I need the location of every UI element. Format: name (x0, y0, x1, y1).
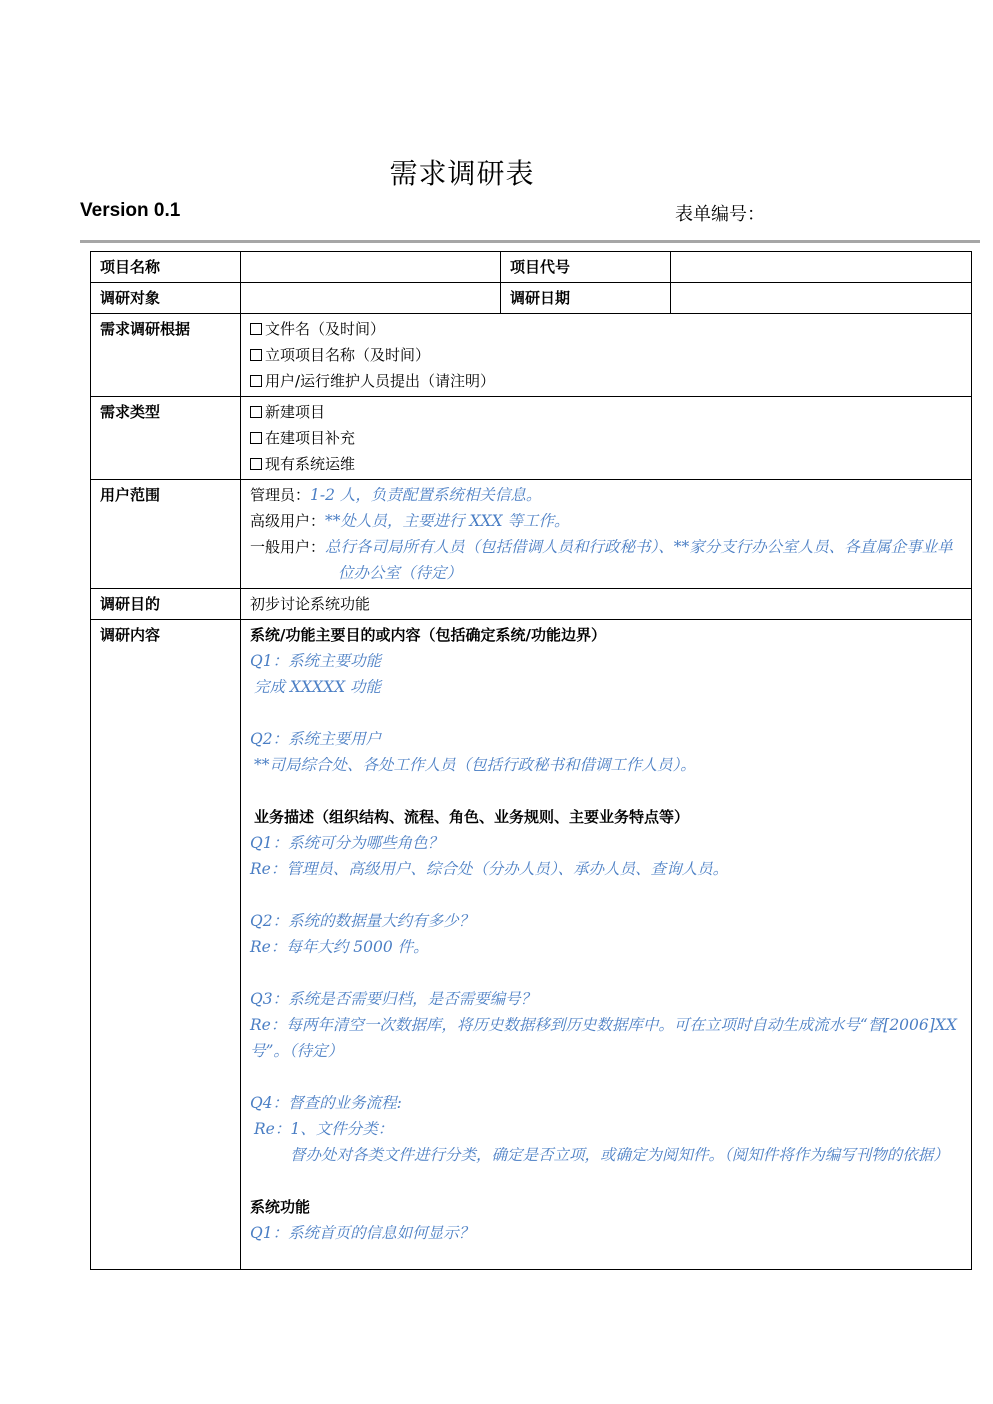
answer: Re：管理员、高级用户、综合处（分办人员）、承办人员、查询人员。 (250, 860, 729, 878)
header-divider (80, 240, 980, 243)
field-survey-date[interactable] (671, 283, 972, 314)
document-title: 需求调研表 (389, 157, 535, 190)
question: Q1：系统主要功能 (250, 652, 382, 670)
label-project-name: 项目名称 (91, 252, 241, 283)
purpose-value: 初步讨论系统功能 (241, 589, 972, 620)
answer: Re：每年大约 5000 件。 (250, 938, 429, 956)
label-subject: 调研对象 (91, 283, 241, 314)
question: Q2：系统主要用户 (250, 730, 382, 748)
survey-form-table (90, 251, 972, 1270)
row-purpose (91, 589, 972, 620)
question: Q2：系统的数据量大约有多少？ (250, 912, 475, 930)
answer: Re：每两年清空一次数据库，将历史数据移到历史数据库中。可在立项时自动生成流水号“督[2006]XX 号”。（待定） (250, 1016, 957, 1060)
answer-detail: 督办处对各类文件进行分类，确定是否立项，或确定为阅知件。（阅知件将作为编写刊物的依据） (290, 1146, 949, 1164)
content-body (241, 620, 972, 1270)
spacer (250, 1168, 962, 1194)
admin-line: 管理员：1-2 人，负责配置系统相关信息。 (250, 486, 542, 504)
label-users: 用户范围 (91, 480, 241, 589)
checkbox-icon[interactable] (250, 375, 262, 387)
row-content (91, 620, 972, 1270)
section-heading: 系统功能 (250, 1198, 311, 1216)
checkbox-icon[interactable] (250, 349, 262, 361)
checkbox-icon[interactable] (250, 432, 262, 444)
row-project-name (91, 252, 972, 283)
label-purpose: 调研目的 (91, 589, 241, 620)
spacer (250, 778, 962, 804)
checkbox-icon[interactable] (250, 406, 262, 418)
answer: **司局综合处、各处工作人员（包括行政秘书和借调工作人员）。 (254, 756, 696, 774)
basis-option[interactable]: 立项项目名称（及时间） (250, 342, 962, 368)
type-option[interactable]: 在建项目补充 (250, 425, 962, 451)
field-subject[interactable] (241, 283, 501, 314)
version-label: Version 0.1 (80, 200, 181, 221)
question: Q1：系统可分为哪些角色？ (250, 834, 444, 852)
type-options (241, 397, 972, 480)
row-type (91, 397, 972, 480)
row-basis (91, 314, 972, 397)
question: Q4：督查的业务流程: (250, 1094, 402, 1112)
question: Q1：系统首页的信息如何显示？ (250, 1224, 475, 1242)
label-survey-date: 调研日期 (501, 283, 671, 314)
section-heading: 业务描述（组织结构、流程、角色、业务规则、主要业务特点等） (254, 808, 690, 826)
section-heading: 系统/功能主要目的或内容（包括确定系统/功能边界） (250, 626, 606, 644)
question: Q3：系统是否需要归档，是否需要编号？ (250, 990, 537, 1008)
type-option[interactable]: 新建项目 (250, 399, 962, 425)
spacer (250, 700, 962, 726)
spacer (250, 882, 962, 908)
row-users (91, 480, 972, 589)
row-subject (91, 283, 972, 314)
basis-option[interactable]: 文件名（及时间） (250, 316, 962, 342)
answer: 完成 XXXXX 功能 (254, 678, 382, 696)
spacer (250, 1064, 962, 1090)
basis-option[interactable]: 用户/运行维护人员提出（请注明） (250, 368, 962, 394)
checkbox-icon[interactable] (250, 458, 262, 470)
label-project-code: 项目代号 (501, 252, 671, 283)
label-type: 需求类型 (91, 397, 241, 480)
label-content: 调研内容 (91, 620, 241, 1270)
answer: Re：1、文件分类： (254, 1120, 394, 1138)
general-user-line: 一般用户：总行各司局所有人员（包括借调人员和行政秘书）、**家分支行办公室人员、各直属企事业单位办公室（待定） (250, 538, 953, 582)
label-basis: 需求调研根据 (91, 314, 241, 397)
checkbox-icon[interactable] (250, 323, 262, 335)
form-number-label: 表单编号： (675, 204, 765, 225)
basis-options (241, 314, 972, 397)
users-content (241, 480, 972, 589)
senior-user-line: 高级用户：**处人员，主要进行 XXX 等工作。 (250, 512, 570, 530)
field-project-name[interactable] (241, 252, 501, 283)
field-project-code[interactable] (671, 252, 972, 283)
spacer (250, 960, 962, 986)
type-option[interactable]: 现有系统运维 (250, 451, 962, 477)
